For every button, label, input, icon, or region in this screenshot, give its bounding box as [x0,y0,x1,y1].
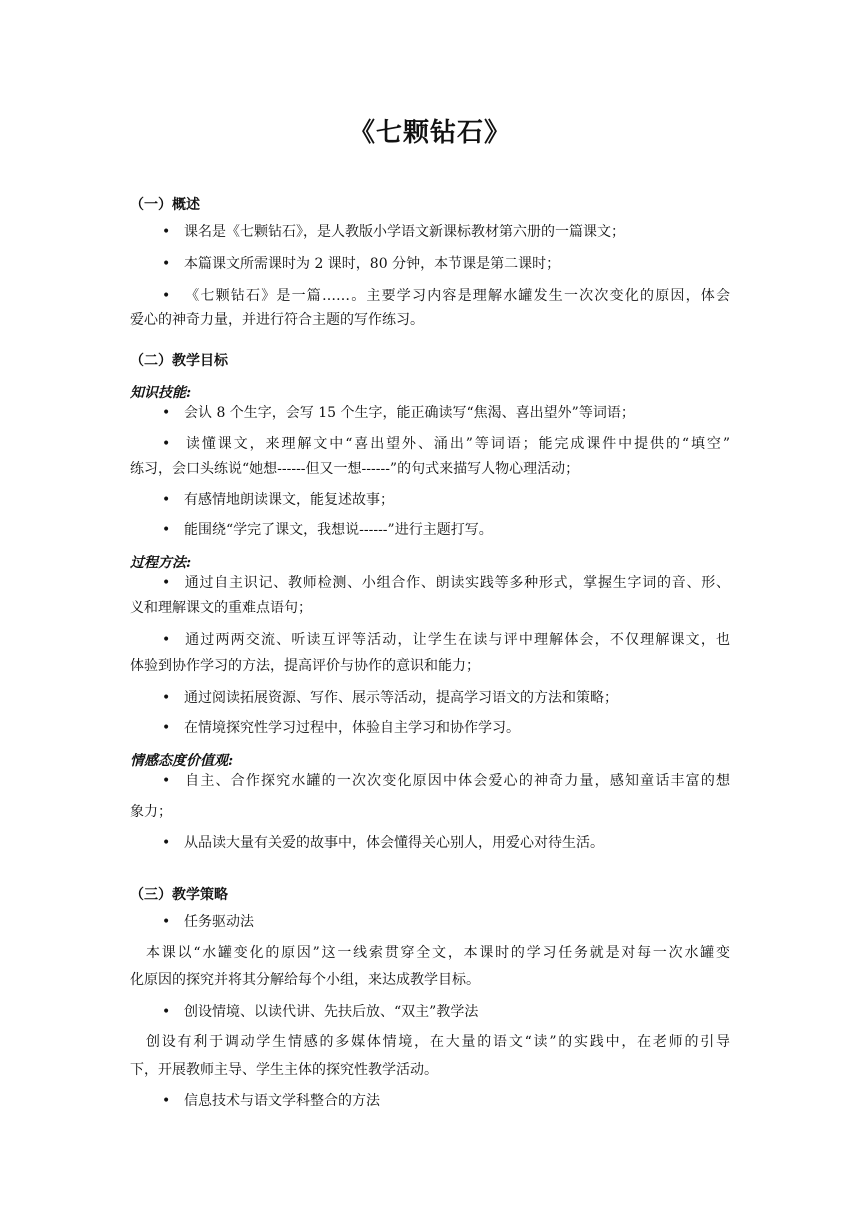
bullet-icon: • [162,632,171,648]
section-heading-objectives: （二）教学目标 [130,353,228,369]
bullet-icon: • [162,405,171,421]
bullet-icon: • [162,720,171,736]
list-item: • 信息技术与语文学科整合的方法 [162,1093,380,1109]
bullet-icon: • [162,522,171,538]
list-item: • 课名是《七颗钻石》，是人教版小学语文新课标教材第六册的一篇课文； [162,224,625,240]
subheading-process: 过程方法: [130,555,192,571]
paragraph-continuation: 象力； [130,804,172,820]
bullet-icon: • [162,224,171,240]
paragraph-continuation: 练习，会口头练说“她想------但又一想------”的句式来描写人物心理活动； [130,461,580,477]
list-item: • 任务驱动法 [162,914,254,930]
list-item: • 通过阅读拓展资源、写作、展示等活动，提高学习语文的方法和策略； [162,690,618,706]
list-item: • 《七颗钻石》是一篇……。主要学习内容是理解水罐发生一次次变化的原因，体会 [162,288,730,304]
subheading-emotion: 情感态度价值观: [130,753,234,769]
subheading-knowledge: 知识技能: [130,385,192,401]
bullet-icon: • [162,690,171,706]
paragraph: 创设有利于调动学生情感的多媒体情境，在大量的语文“读”的实践中，在老师的引导 [146,1034,730,1050]
list-item: • 有感情地朗读课文，能复述故事； [162,492,394,508]
paragraph-continuation: 下，开展教师主导、学生主体的探究性教学活动。 [130,1062,438,1078]
list-item: • 通过两两交流、听读互评等活动，让学生在读与评中理解体会，不仅理解课文，也 [162,632,730,648]
list-item: • 创设情境、以读代讲、先扶后放、“双主”教学法 [162,1004,479,1020]
bullet-icon: • [162,256,171,272]
paragraph-continuation: 爱心的神奇力量，并进行符合主题的写作练习。 [130,312,424,328]
list-item: • 自主、合作探究水罐的一次次变化原因中体会爱心的神奇力量，感知童话丰富的想 [162,773,730,789]
paragraph-continuation: 体验到协作学习的方法，提高评价与协作的意识和能力； [130,658,480,674]
paragraph-continuation: 义和理解课文的重难点语句； [130,600,312,616]
bullet-icon: • [162,288,171,304]
bullet-icon: • [162,436,171,452]
list-item: • 本篇课文所需课时为 2 课时，80 分钟，本节课是第二课时； [162,256,561,272]
section-heading-strategy: （三）教学策略 [130,887,228,903]
paragraph: 本课以“水罐变化的原因”这一线索贯穿全文，本课时的学习任务就是对每一次水罐变 [146,945,730,961]
bullet-icon: • [162,575,171,591]
list-item: • 能围绕“学完了课文，我想说------”进行主题打写。 [162,522,493,538]
bullet-icon: • [162,1004,171,1020]
document-title: 《七颗钻石》 [348,118,511,148]
list-item: • 通过自主识记、教师检测、小组合作、朗读实践等多种形式，掌握生字词的音、形、 [162,575,730,591]
list-item: • 从品读大量有关爱的故事中，体会懂得关心别人，用爱心对待生活。 [162,835,604,851]
list-item: • 在情境探究性学习过程中，体验自主学习和协作学习。 [162,720,520,736]
bullet-icon: • [162,914,171,930]
bullet-icon: • [162,835,171,851]
bullet-icon: • [162,1093,171,1109]
list-item: • 读懂课文，来理解文中“喜出望外、涌出”等词语；能完成课件中提供的“填空” [162,436,730,452]
paragraph-continuation: 化原因的探究并将其分解给每个小组，来达成教学目标。 [130,972,480,988]
bullet-icon: • [162,773,171,789]
section-heading-overview: （一）概述 [130,197,200,213]
list-item: • 会认 8 个生字，会写 15 个生字，能正确读写“焦渴、喜出望外”等词语； [162,405,635,421]
bullet-icon: • [162,492,171,508]
